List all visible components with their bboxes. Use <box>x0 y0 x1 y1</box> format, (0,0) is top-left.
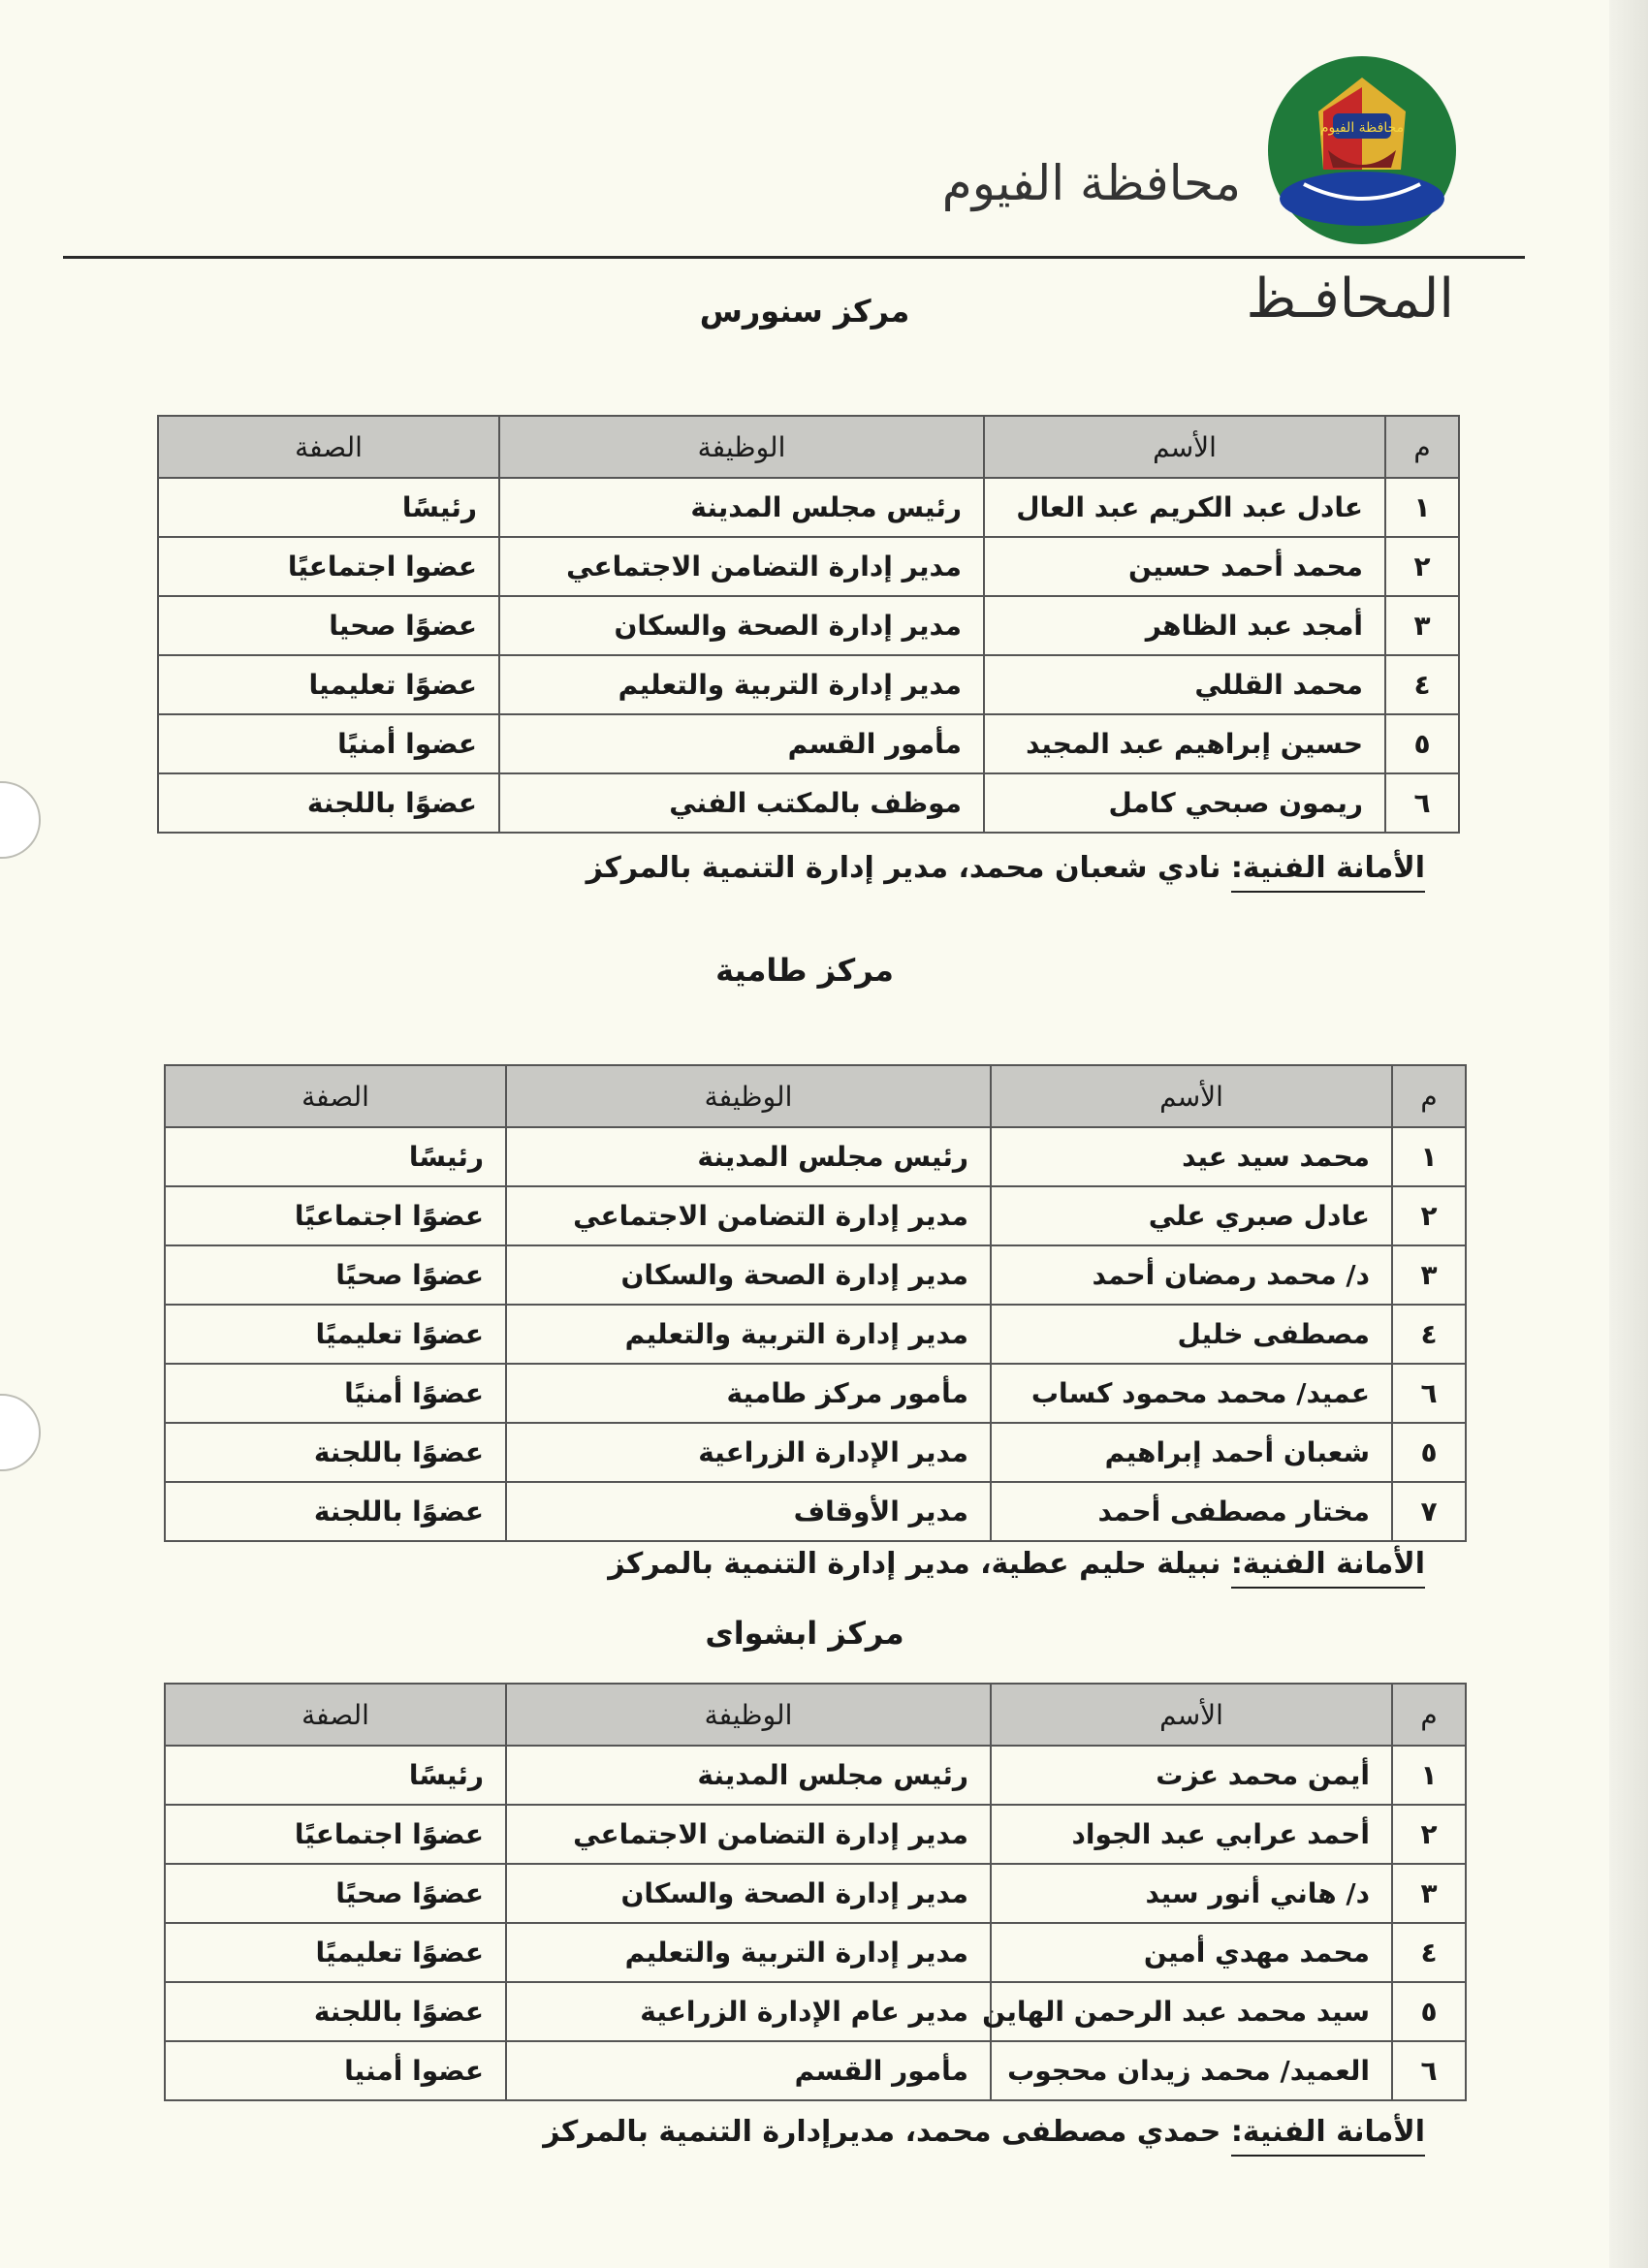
cell-role: عضوا أمنيًا <box>158 714 499 773</box>
cell-job: مدير عام الإدارة الزراعية <box>506 1982 991 2041</box>
cell-name: د/ هاني أنور سيد <box>991 1864 1392 1923</box>
office-title: المحافـظ <box>1246 268 1454 331</box>
cell-role: عضوًا باللجنة <box>165 1482 506 1541</box>
cell-role: عضوا اجتماعيًا <box>158 537 499 596</box>
cell-num: ٣ <box>1385 596 1459 655</box>
table-row <box>165 1364 1466 1423</box>
col-role: الصفة <box>158 416 499 478</box>
cell-num: ٣ <box>1392 1864 1466 1923</box>
table-row <box>165 1423 1466 1482</box>
table-row <box>158 596 1459 655</box>
table-header-row <box>165 1065 1466 1127</box>
cell-num: ٦ <box>1385 773 1459 833</box>
cell-role: عضوًا أمنيًا <box>165 1364 506 1423</box>
cell-name: محمد القللي <box>984 655 1385 714</box>
cell-role: رئيسًا <box>165 1127 506 1186</box>
cell-job: مدير إدارة التربية والتعليم <box>499 655 984 714</box>
cell-num: ٢ <box>1392 1186 1466 1245</box>
table-row <box>158 773 1459 833</box>
cell-job: مأمور القسم <box>499 714 984 773</box>
punch-hole-top <box>0 781 41 859</box>
cell-name: أمجد عبد الظاهر <box>984 596 1385 655</box>
governorate-logo <box>1265 53 1459 247</box>
cell-job: رئيس مجلس المدينة <box>499 478 984 537</box>
cell-name: ريمون صبحي كامل <box>984 773 1385 833</box>
table-row <box>165 1982 1466 2041</box>
cell-name: عادل عبد الكريم عبد العال <box>984 478 1385 537</box>
cell-num: ٧ <box>1392 1482 1466 1541</box>
punch-hole-bottom <box>0 1394 41 1471</box>
table-row <box>165 1923 1466 1982</box>
cell-num: ٣ <box>1392 1245 1466 1305</box>
cell-name: أيمن محمد عزت <box>991 1746 1392 1805</box>
members-table <box>157 415 1460 834</box>
cell-name: مصطفى خليل <box>991 1305 1392 1364</box>
cell-num: ٥ <box>1392 1423 1466 1482</box>
table-row <box>158 655 1459 714</box>
cell-role: عضوًا صحيًا <box>165 1245 506 1305</box>
cell-job: مدير إدارة الصحة والسكان <box>506 1245 991 1305</box>
secretariat-text: نبيلة حليم عطية، مدير إدارة التنمية بالمركز <box>608 1547 1231 1581</box>
cell-job: مدير إدارة التربية والتعليم <box>506 1305 991 1364</box>
cell-num: ٤ <box>1392 1923 1466 1982</box>
table-header-row <box>158 416 1459 478</box>
table-row <box>165 1186 1466 1245</box>
cell-name: محمد مهدي أمين <box>991 1923 1392 1982</box>
cell-job: موظف بالمكتب الفني <box>499 773 984 833</box>
cell-job: مدير الإدارة الزراعية <box>506 1423 991 1482</box>
cell-job: رئيس مجلس المدينة <box>506 1127 991 1186</box>
secretariat-text: حمدي مصطفى محمد، مديرإدارة التنمية بالمركز <box>543 2115 1231 2149</box>
col-num: م <box>1385 416 1459 478</box>
cell-role: عضوًا تعليميًا <box>165 1305 506 1364</box>
table-row <box>158 714 1459 773</box>
members-table <box>164 1064 1467 1542</box>
cell-name: سيد محمد عبد الرحمن الهاين <box>991 1982 1392 2041</box>
cell-job: مدير الأوقاف <box>506 1482 991 1541</box>
col-job: الوظيفة <box>506 1684 991 1746</box>
cell-job: مدير إدارة التضامن الاجتماعي <box>499 537 984 596</box>
cell-name: عميد/ محمد محمود كساب <box>991 1364 1392 1423</box>
table-row <box>158 478 1459 537</box>
technical-secretariat <box>608 1547 1425 1581</box>
table-row <box>165 2041 1466 2100</box>
cell-role: عضوًا باللجنة <box>165 1423 506 1482</box>
col-name: الأسم <box>984 416 1385 478</box>
cell-role: عضوًا اجتماعيًا <box>165 1186 506 1245</box>
col-name: الأسم <box>991 1684 1392 1746</box>
secretariat-label: الأمانة الفنية: <box>1231 2115 1425 2157</box>
cell-num: ٦ <box>1392 2041 1466 2100</box>
cell-num: ٥ <box>1392 1982 1466 2041</box>
col-num: م <box>1392 1684 1466 1746</box>
secretariat-label: الأمانة الفنية: <box>1231 851 1425 893</box>
secretariat-label: الأمانة الفنية: <box>1231 1547 1425 1589</box>
cell-name: عادل صبري علي <box>991 1186 1392 1245</box>
cell-role: رئيسًا <box>158 478 499 537</box>
cell-num: ٢ <box>1392 1805 1466 1864</box>
cell-job: مأمور القسم <box>506 2041 991 2100</box>
table-row <box>165 1805 1466 1864</box>
cell-job: مأمور مركز طامية <box>506 1364 991 1423</box>
cell-name: العميد/ محمد زيدان محجوب <box>991 2041 1392 2100</box>
logo-text: محافظة الفيوم <box>1319 120 1405 136</box>
technical-secretariat <box>543 2115 1425 2149</box>
secretariat-text: نادي شعبان محمد، مدير إدارة التنمية بالمركز <box>586 851 1231 885</box>
cell-name: د/ محمد رمضان أحمد <box>991 1245 1392 1305</box>
cell-num: ٤ <box>1385 655 1459 714</box>
header-divider <box>63 256 1525 259</box>
cell-role: عضوًا صحيا <box>158 596 499 655</box>
cell-role: عضوًا صحيًا <box>165 1864 506 1923</box>
col-role: الصفة <box>165 1684 506 1746</box>
col-role: الصفة <box>165 1065 506 1127</box>
cell-name: محمد أحمد حسين <box>984 537 1385 596</box>
cell-role: عضوًا باللجنة <box>165 1982 506 2041</box>
cell-num: ١ <box>1392 1127 1466 1186</box>
col-num: م <box>1392 1065 1466 1127</box>
cell-job: مدير إدارة الصحة والسكان <box>506 1864 991 1923</box>
page-edge <box>1609 0 1648 2268</box>
cell-name: مختار مصطفى أحمد <box>991 1482 1392 1541</box>
cell-job: مدير إدارة التضامن الاجتماعي <box>506 1805 991 1864</box>
cell-name: أحمد عرابي عبد الجواد <box>991 1805 1392 1864</box>
table-row <box>165 1305 1466 1364</box>
cell-role: رئيسًا <box>165 1746 506 1805</box>
cell-num: ١ <box>1392 1746 1466 1805</box>
members-table <box>164 1683 1467 2101</box>
table-row <box>165 1746 1466 1805</box>
cell-job: مدير إدارة التضامن الاجتماعي <box>506 1186 991 1245</box>
table-row <box>158 537 1459 596</box>
section-title: مركز سنورس <box>699 293 910 330</box>
table-row <box>165 1864 1466 1923</box>
cell-role: عضوًا تعليميا <box>158 655 499 714</box>
cell-num: ٤ <box>1392 1305 1466 1364</box>
governorate-title: محافظة الفيوم <box>941 155 1241 211</box>
table-row <box>165 1127 1466 1186</box>
cell-job: رئيس مجلس المدينة <box>506 1746 991 1805</box>
cell-role: عضوًا باللجنة <box>158 773 499 833</box>
cell-role: عضوًا تعليميًا <box>165 1923 506 1982</box>
cell-num: ٦ <box>1392 1364 1466 1423</box>
technical-secretariat <box>586 851 1425 885</box>
cell-role: عضوًا اجتماعيًا <box>165 1805 506 1864</box>
cell-job: مدير إدارة الصحة والسكان <box>499 596 984 655</box>
table-row <box>165 1245 1466 1305</box>
cell-role: عضوا أمنيا <box>165 2041 506 2100</box>
table-header-row <box>165 1684 1466 1746</box>
cell-num: ٥ <box>1385 714 1459 773</box>
cell-name: شعبان أحمد إبراهيم <box>991 1423 1392 1482</box>
cell-name: حسين إبراهيم عبد المجيد <box>984 714 1385 773</box>
table-row <box>165 1482 1466 1541</box>
col-job: الوظيفة <box>506 1065 991 1127</box>
section-title: مركز ابشواى <box>705 1615 904 1652</box>
col-job: الوظيفة <box>499 416 984 478</box>
col-name: الأسم <box>991 1065 1392 1127</box>
cell-num: ١ <box>1385 478 1459 537</box>
cell-num: ٢ <box>1385 537 1459 596</box>
section-title: مركز طامية <box>715 952 894 989</box>
cell-job: مدير إدارة التربية والتعليم <box>506 1923 991 1982</box>
cell-name: محمد سيد عيد <box>991 1127 1392 1186</box>
